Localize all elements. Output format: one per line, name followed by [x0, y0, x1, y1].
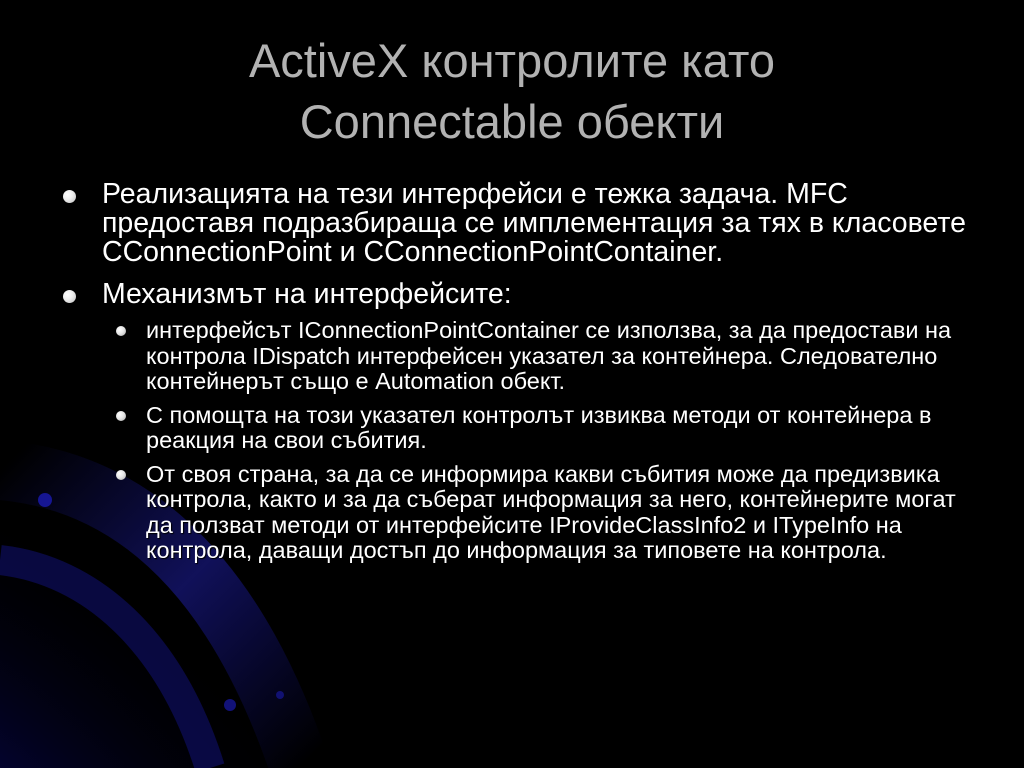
slide-body — [62, 180, 972, 572]
slide-title-line-1: ActiveX контролите като — [248, 34, 776, 87]
bullet-text: Механизмът на интерфейсите: — [102, 278, 512, 310]
sub-bullet-item — [114, 318, 972, 395]
sub-bullet-item — [114, 462, 972, 564]
small-sphere-bullet-icon — [116, 326, 126, 336]
bullet-item-implementation — [62, 180, 972, 267]
sphere-bullet-icon — [63, 290, 76, 303]
sub-bullet-list — [114, 318, 972, 564]
sub-bullet-item — [114, 403, 972, 454]
sphere-bullet-icon — [63, 190, 76, 203]
sub-bullet-text: С помощта на този указател контролът извиква методи от контейнера в реакция на свои събития. — [146, 401, 932, 453]
small-sphere-bullet-icon — [116, 470, 126, 480]
sub-bullet-text: интерфейсът IConnectionPointContainer се използва, за да предостави на контрола IDispatch интерфейсен указател за контейнера. Следователно контейнерът също е Automation обект. — [146, 317, 952, 394]
slide-title-line-2: Connectable обекти — [299, 95, 725, 148]
bullet-item-mechanism — [62, 280, 972, 309]
bullet-text: Реализацията на тези интерфейси е тежка задача. MFC предоставя подразбираща се имплементация за тях в класовете CConnectionPoint и CConnectionPointContainer. — [102, 178, 966, 268]
slide-title — [0, 30, 1024, 152]
sub-bullet-text: От своя страна, за да се информира какви събития може да предизвика контрола, както и за да съберат информация за него, контейнерите могат да ползват методи от интерфейсите IProvideClassInfo2 и ITypeInfo на контрола, даващи достъп до информация за типовете на контрола. — [146, 460, 956, 563]
small-sphere-bullet-icon — [116, 411, 126, 421]
